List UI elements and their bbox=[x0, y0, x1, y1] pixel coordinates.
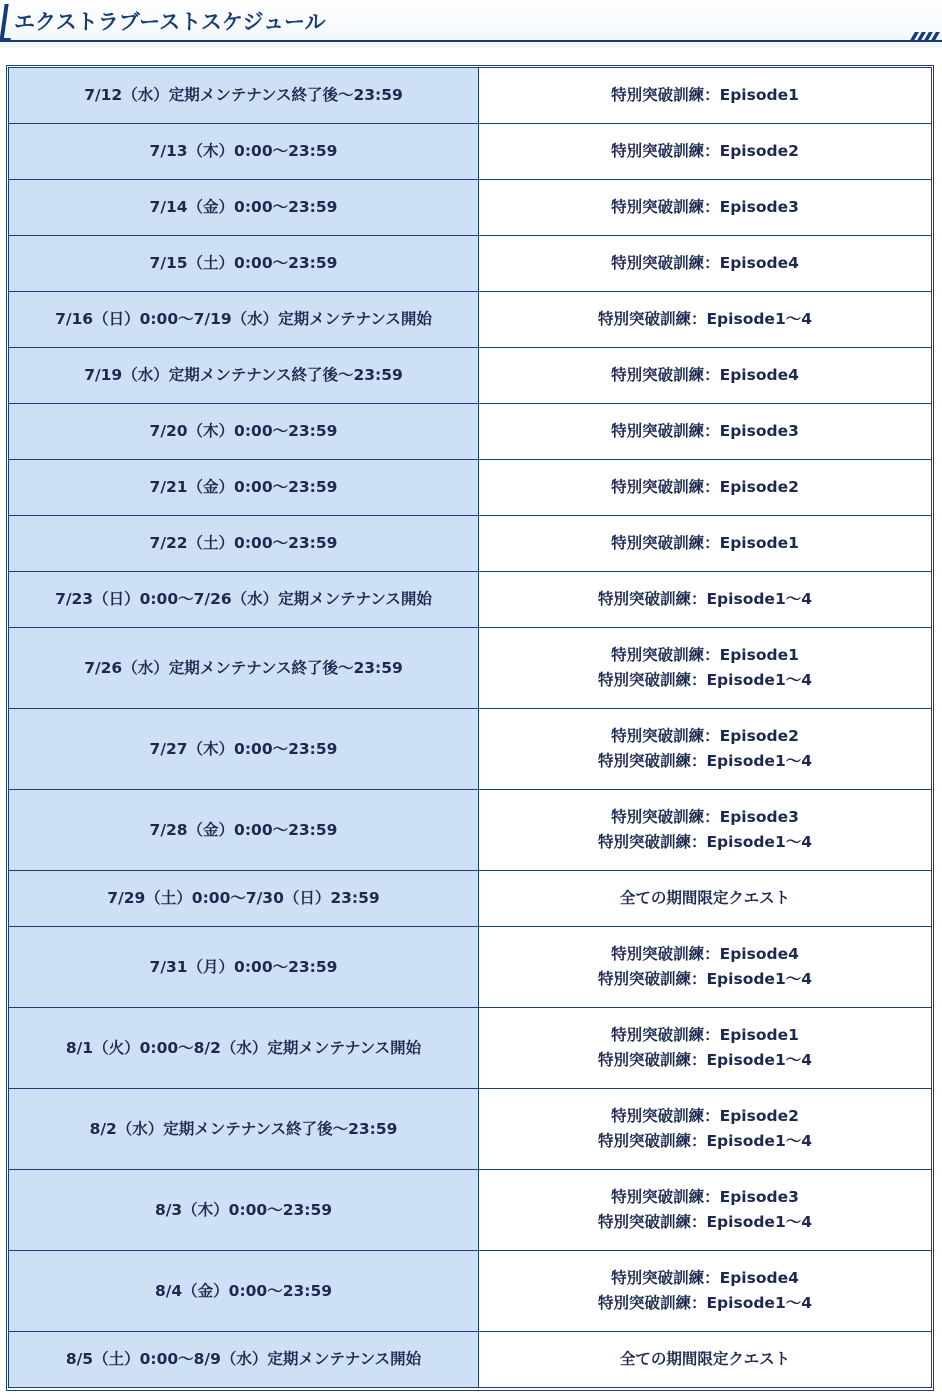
quest-cell bbox=[479, 1008, 932, 1089]
quest-cell bbox=[479, 124, 932, 180]
quest-label: 特別突破訓練：Episode2 bbox=[611, 478, 799, 496]
table-row bbox=[9, 927, 932, 1008]
page-header bbox=[0, 0, 942, 48]
quest-label: 特別突破訓練：Episode4 bbox=[611, 1269, 799, 1287]
schedule-table-frame bbox=[6, 65, 934, 1391]
quest-cell bbox=[479, 404, 932, 460]
table-row bbox=[9, 460, 932, 516]
quest-label: 特別突破訓練：Episode1～4 bbox=[597, 310, 813, 328]
table-row bbox=[9, 68, 932, 124]
quest-label: 特別突破訓練：Episode4 bbox=[611, 366, 799, 384]
quest-cell bbox=[479, 709, 932, 790]
table-row bbox=[9, 1089, 932, 1170]
quest-cell bbox=[479, 1251, 932, 1332]
quest-label: 特別突破訓練：Episode4 bbox=[611, 254, 799, 272]
quest-label: 特別突破訓練：Episode1～4 bbox=[597, 970, 813, 988]
quest-label: 全ての期間限定クエスト bbox=[619, 889, 791, 907]
quest-label: 特別突破訓練：Episode4 bbox=[611, 945, 799, 963]
date-cell: 7/26（水）定期メンテナンス終了後～23:59 bbox=[9, 628, 479, 709]
schedule-table bbox=[8, 67, 932, 1388]
quest-label: 特別突破訓練：Episode1～4 bbox=[597, 833, 813, 851]
quest-label: 特別突破訓練：Episode1 bbox=[611, 534, 799, 552]
table-row bbox=[9, 236, 932, 292]
date-cell: 7/12（水）定期メンテナンス終了後～23:59 bbox=[9, 68, 479, 124]
table-row bbox=[9, 348, 932, 404]
date-cell: 7/29（土）0:00～7/30（日）23:59 bbox=[9, 871, 479, 927]
quest-label: 特別突破訓練：Episode1 bbox=[611, 646, 799, 664]
schedule-table-body bbox=[9, 68, 932, 1388]
quest-cell bbox=[479, 572, 932, 628]
table-row bbox=[9, 709, 932, 790]
quest-cell bbox=[479, 516, 932, 572]
date-cell: 7/19（水）定期メンテナンス終了後～23:59 bbox=[9, 348, 479, 404]
quest-cell bbox=[479, 292, 932, 348]
table-row bbox=[9, 790, 932, 871]
table-row bbox=[9, 871, 932, 927]
quest-label: 特別突破訓練：Episode1～4 bbox=[597, 1051, 813, 1069]
page-title: エクストラブーストスケジュール bbox=[14, 10, 326, 34]
table-row bbox=[9, 628, 932, 709]
date-cell: 7/14（金）0:00～23:59 bbox=[9, 180, 479, 236]
quest-label: 特別突破訓練：Episode1～4 bbox=[597, 671, 813, 689]
quest-cell bbox=[479, 348, 932, 404]
date-cell: 7/27（木）0:00～23:59 bbox=[9, 709, 479, 790]
quest-cell bbox=[479, 790, 932, 871]
quest-label: 特別突破訓練：Episode1～4 bbox=[597, 1213, 813, 1231]
quest-label: 特別突破訓練：Episode2 bbox=[611, 1107, 799, 1125]
table-row bbox=[9, 1008, 932, 1089]
quest-label: 特別突破訓練：Episode2 bbox=[611, 142, 799, 160]
quest-label: 特別突破訓練：Episode3 bbox=[611, 1188, 799, 1206]
quest-label: 特別突破訓練：Episode2 bbox=[611, 727, 799, 745]
date-cell: 8/1（火）0:00～8/2（水）定期メンテナンス開始 bbox=[9, 1008, 479, 1089]
date-cell: 8/4（金）0:00～23:59 bbox=[9, 1251, 479, 1332]
table-row bbox=[9, 1332, 932, 1388]
quest-label: 特別突破訓練：Episode1～4 bbox=[597, 1132, 813, 1150]
quest-cell bbox=[479, 1089, 932, 1170]
quest-label: 特別突破訓練：Episode1～4 bbox=[597, 590, 813, 608]
quest-cell bbox=[479, 1332, 932, 1388]
quest-label: 特別突破訓練：Episode1～4 bbox=[597, 1294, 813, 1312]
table-row bbox=[9, 404, 932, 460]
quest-label: 特別突破訓練：Episode3 bbox=[611, 808, 799, 826]
quest-cell bbox=[479, 460, 932, 516]
date-cell: 7/31（月）0:00～23:59 bbox=[9, 927, 479, 1008]
date-cell: 7/15（土）0:00～23:59 bbox=[9, 236, 479, 292]
quest-label: 全ての期間限定クエスト bbox=[619, 1350, 791, 1368]
date-cell: 7/23（日）0:00～7/26（水）定期メンテナンス開始 bbox=[9, 572, 479, 628]
date-cell: 8/5（土）0:00～8/9（水）定期メンテナンス開始 bbox=[9, 1332, 479, 1388]
quest-label: 特別突破訓練：Episode3 bbox=[611, 198, 799, 216]
quest-label: 特別突破訓練：Episode1 bbox=[611, 86, 799, 104]
date-cell: 7/21（金）0:00～23:59 bbox=[9, 460, 479, 516]
date-cell: 8/3（木）0:00～23:59 bbox=[9, 1170, 479, 1251]
table-row bbox=[9, 180, 932, 236]
quest-cell bbox=[479, 628, 932, 709]
quest-label: 特別突破訓練：Episode1～4 bbox=[597, 752, 813, 770]
quest-cell bbox=[479, 68, 932, 124]
quest-cell bbox=[479, 236, 932, 292]
quest-label: 特別突破訓練：Episode1 bbox=[611, 1026, 799, 1044]
quest-cell bbox=[479, 927, 932, 1008]
quest-cell bbox=[479, 871, 932, 927]
table-row bbox=[9, 1251, 932, 1332]
date-cell: 8/2（水）定期メンテナンス終了後～23:59 bbox=[9, 1089, 479, 1170]
date-cell: 7/22（土）0:00～23:59 bbox=[9, 516, 479, 572]
date-cell: 7/20（木）0:00～23:59 bbox=[9, 404, 479, 460]
quest-cell bbox=[479, 1170, 932, 1251]
date-cell: 7/13（木）0:00～23:59 bbox=[9, 124, 479, 180]
table-row bbox=[9, 572, 932, 628]
quest-label: 特別突破訓練：Episode3 bbox=[611, 422, 799, 440]
table-row bbox=[9, 124, 932, 180]
table-row bbox=[9, 1170, 932, 1251]
header-rule bbox=[2, 40, 942, 42]
date-cell: 7/16（日）0:00～7/19（水）定期メンテナンス開始 bbox=[9, 292, 479, 348]
date-cell: 7/28（金）0:00～23:59 bbox=[9, 790, 479, 871]
quest-cell bbox=[479, 180, 932, 236]
table-row bbox=[9, 516, 932, 572]
header-slash-decoration bbox=[912, 32, 940, 42]
table-row bbox=[9, 292, 932, 348]
